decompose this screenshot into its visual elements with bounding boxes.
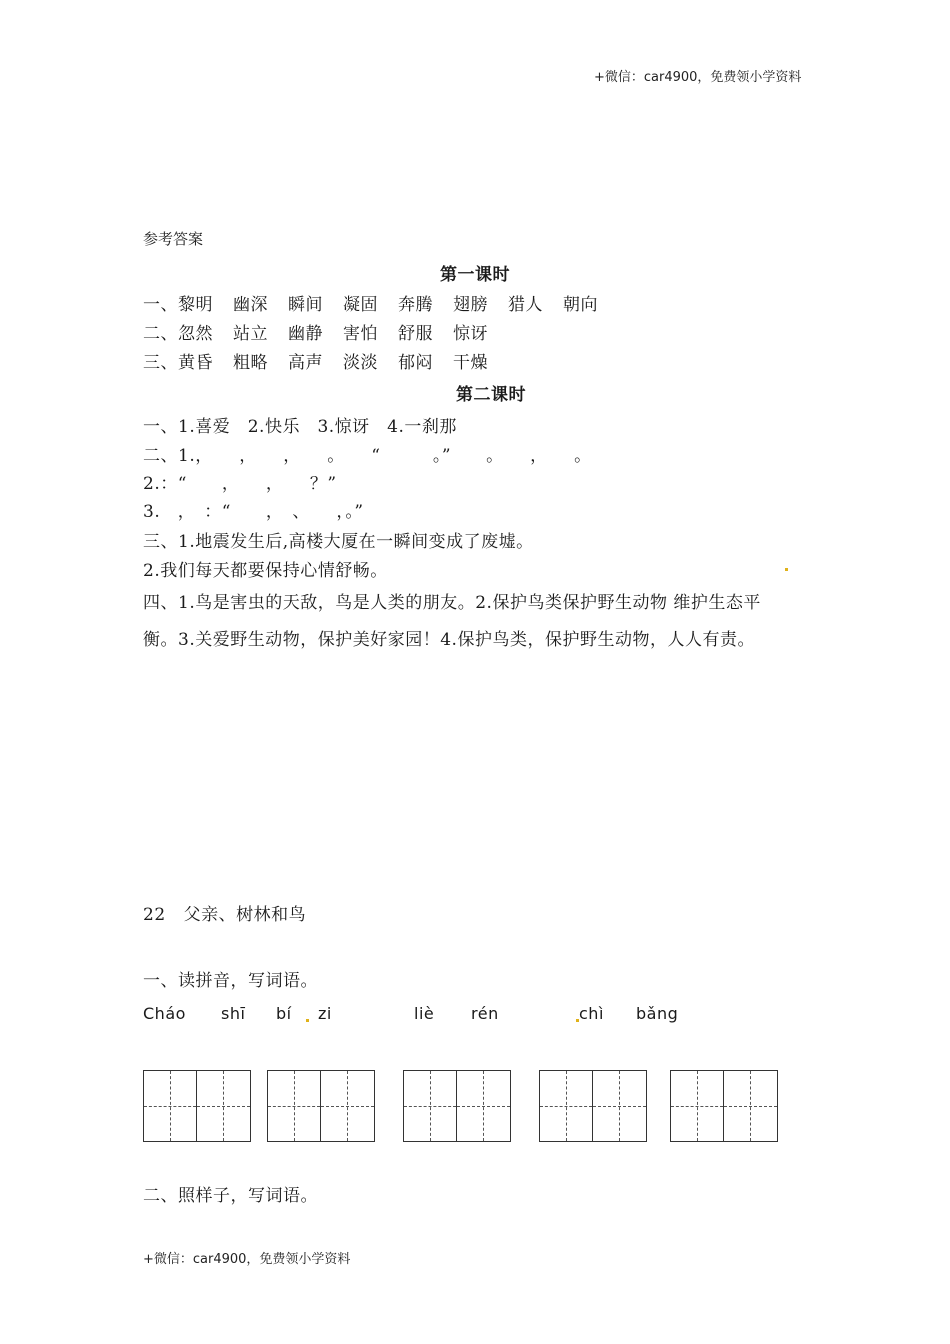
pinyin-syllable: bǎng [636, 1004, 679, 1023]
answer-line: 一、1.喜爱 2.快乐 3.惊讶 4.一刹那 [143, 417, 457, 437]
word: 舒服 [398, 324, 433, 344]
decorative-dot [576, 1019, 579, 1022]
pinyin-syllable: liè [414, 1004, 435, 1023]
row-number: 三、 [143, 353, 178, 373]
answer-line: 2.：“ ， ， ？” [143, 474, 337, 494]
writing-grid[interactable] [143, 1070, 251, 1142]
grid-cell[interactable] [268, 1071, 321, 1141]
section-title: 二、照样子，写词语。 [143, 1186, 318, 1206]
word-list [178, 324, 508, 344]
word: 奔腾 [398, 295, 433, 315]
answer-row [143, 290, 618, 315]
word: 幽深 [233, 295, 268, 315]
section-title: 一、读拼音，写词语。 [143, 971, 318, 991]
lesson-heading [143, 900, 306, 925]
word: 幽静 [288, 324, 323, 344]
word: 翅膀 [453, 295, 488, 315]
grid-cell[interactable] [671, 1071, 724, 1141]
answer-row [143, 348, 508, 373]
lesson2-heading: 第二课时 [456, 385, 526, 405]
row-number: 二、 [143, 324, 178, 344]
footer-note: +微信：car4900，免费领小学资料 [143, 1252, 351, 1267]
word: 淡淡 [343, 353, 378, 373]
answer-row [143, 319, 508, 344]
answer-line: 2.我们每天都要保持心情舒畅。 [143, 561, 388, 581]
lesson-number: 22 [143, 905, 166, 925]
grid-cell[interactable] [321, 1071, 374, 1141]
word: 干燥 [453, 353, 488, 373]
word: 惊讶 [453, 324, 488, 344]
grid-cell[interactable] [197, 1071, 250, 1141]
word-list [178, 295, 618, 315]
grid-cell[interactable] [540, 1071, 593, 1141]
grid-cell[interactable] [457, 1071, 510, 1141]
lesson1-heading: 第一课时 [440, 265, 510, 285]
grid-cell[interactable] [144, 1071, 197, 1141]
word: 站立 [233, 324, 268, 344]
lesson-title: 父亲、树林和鸟 [183, 905, 307, 925]
word: 忽然 [178, 324, 213, 344]
answer-line: 衡。3.关爱野生动物，保护美好家园！4.保护鸟类，保护野生动物，人人有责。 [143, 630, 755, 650]
pinyin-syllable: Cháo [143, 1004, 186, 1023]
word: 高声 [288, 353, 323, 373]
decorative-dot [785, 568, 788, 571]
answer-line: 二、1.， ， ， 。 “ 。” 。 ， 。 [143, 446, 592, 466]
header-note: +微信：car4900，免费领小学资料 [594, 70, 802, 85]
word: 害怕 [343, 324, 378, 344]
word: 猎人 [508, 295, 543, 315]
word: 郁闷 [398, 353, 433, 373]
writing-grid[interactable] [267, 1070, 375, 1142]
word: 黄昏 [178, 353, 213, 373]
grid-cell[interactable] [404, 1071, 457, 1141]
pinyin-syllable: bí [276, 1004, 292, 1023]
word-list [178, 353, 508, 373]
answers-title: 参考答案 [143, 230, 204, 248]
answer-line: 四、1.鸟是害虫的天敌，鸟是人类的朋友。2.保护鸟类保护野生动物 维护生态平 [143, 593, 761, 613]
word: 黎明 [178, 295, 213, 315]
row-number: 一、 [143, 295, 178, 315]
word: 朝向 [563, 295, 598, 315]
writing-grid[interactable] [670, 1070, 778, 1142]
word: 凝固 [343, 295, 378, 315]
writing-grid[interactable] [403, 1070, 511, 1142]
writing-grid[interactable] [539, 1070, 647, 1142]
pinyin-syllable: zi [318, 1004, 332, 1023]
answer-line: 3. ， ：“ ， 、 ，。” [143, 502, 364, 522]
pinyin-syllable: rén [471, 1004, 499, 1023]
grid-cell[interactable] [593, 1071, 646, 1141]
word: 瞬间 [288, 295, 323, 315]
pinyin-syllable: chì [579, 1004, 604, 1023]
grid-cell[interactable] [724, 1071, 777, 1141]
word: 粗略 [233, 353, 268, 373]
answer-line: 三、1.地震发生后,高楼大厦在一瞬间变成了废墟。 [143, 532, 534, 552]
pinyin-syllable: shī [221, 1004, 246, 1023]
decorative-dot [306, 1019, 309, 1022]
